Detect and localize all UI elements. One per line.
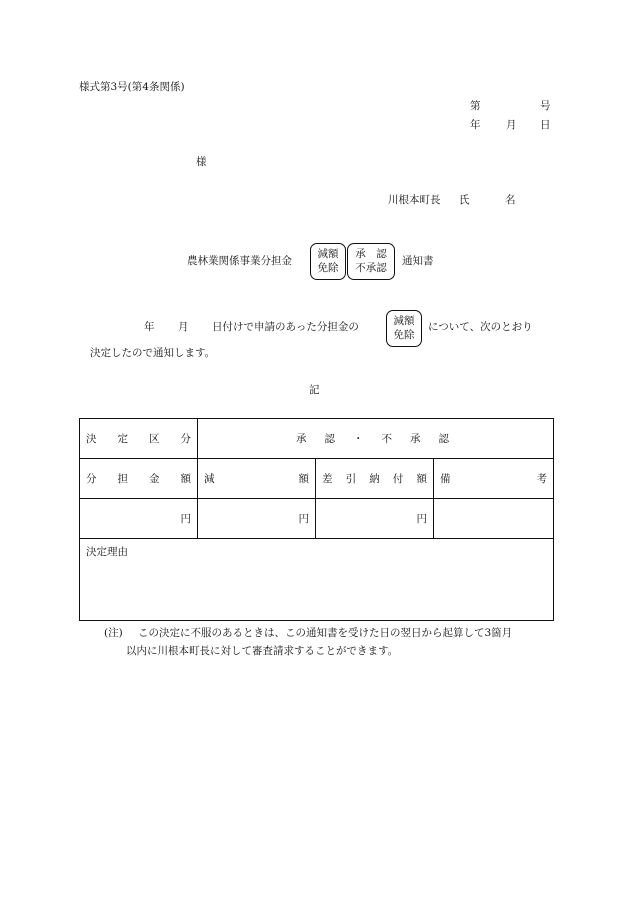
label-reduction-text [204, 471, 309, 486]
char: 金 [149, 473, 160, 485]
char: 額 [180, 473, 191, 485]
char: 決 [86, 433, 97, 445]
heading-option-b-2: 不承認 [355, 261, 387, 274]
heading-option-b-1: 承 認 [355, 247, 387, 260]
label-decision-category [80, 419, 198, 459]
body-option-1: 減額 [393, 314, 415, 327]
heading-option-a-2: 免除 [317, 261, 339, 274]
heading-option-a-1: 減額 [317, 247, 339, 260]
issuer-title: 川根本町長 [388, 194, 441, 206]
value-approval [198, 419, 554, 459]
char: 減 [204, 473, 215, 485]
addressee-suffix: 様 [196, 156, 207, 168]
form-number: 様式第3号(第4条関係) [79, 81, 185, 93]
char: 定 [117, 433, 128, 445]
heading-suffix: 通知書 [402, 255, 434, 267]
body-year: 年 [144, 321, 155, 333]
body-text-2: について、次のとおり [428, 321, 533, 333]
reason-label: 決定理由 [86, 546, 128, 558]
char: 備 [440, 473, 451, 485]
body-option-2: 免除 [393, 328, 415, 341]
label-net-payment [316, 459, 434, 499]
label-burden-amount [80, 459, 198, 499]
char: 分 [180, 433, 191, 445]
row-amounts-header [80, 459, 554, 499]
label-decision-category-text [86, 431, 191, 446]
ki-mark: 記 [309, 384, 320, 396]
char: 承 [410, 433, 421, 445]
reason-cell [80, 539, 554, 621]
label-remarks-text [440, 471, 547, 486]
char: 差 [322, 473, 333, 485]
char: 担 [117, 473, 128, 485]
body-option [386, 310, 422, 347]
burden-amount-yen: 円 [80, 499, 198, 539]
note-line-2: 以内に川根本町長に対して審査請求することができます。 [126, 645, 399, 657]
char: 付 [392, 473, 404, 485]
label-reduction [198, 459, 316, 499]
date-day: 日 [540, 119, 551, 131]
char: 考 [536, 473, 548, 485]
date-month: 月 [506, 119, 517, 131]
decision-table [79, 418, 554, 621]
char: 区 [149, 433, 160, 445]
note-line-1: この決定に不服のあるときは、この通知書を受けた日の翌日から起算して3箇月 [138, 627, 513, 639]
label-remarks [434, 459, 554, 499]
value-approval-text [296, 431, 449, 446]
label-net-payment-text [322, 471, 427, 486]
char: 承 [296, 433, 307, 445]
char: 認 [438, 433, 449, 445]
reduction-yen: 円 [198, 499, 316, 539]
heading-option-b [347, 243, 395, 280]
issuer-shi: 氏 [459, 194, 470, 206]
heading-option-a [310, 243, 346, 280]
heading-prefix: 農林業関係事業分担金 [187, 255, 292, 267]
char: 引 [345, 473, 357, 485]
body-text-1: 日付けで申請のあった分担金の [212, 321, 359, 333]
doc-number-dai: 第 [470, 100, 481, 112]
char: 額 [416, 473, 427, 485]
doc-number-go: 号 [540, 100, 551, 112]
char: 認 [324, 433, 335, 445]
row-reason [80, 539, 554, 621]
char: 額 [298, 473, 309, 485]
remarks-value [434, 499, 554, 539]
body-month: 月 [178, 321, 189, 333]
net-payment-yen: 円 [316, 499, 434, 539]
row-amounts-values [80, 499, 554, 539]
issuer-mei: 名 [505, 194, 516, 206]
note-label: (注) [104, 627, 123, 639]
char: 不 [381, 433, 392, 445]
body-line-2: 決定したので通知します。 [90, 347, 216, 359]
char: 納 [369, 473, 380, 485]
char: 分 [86, 473, 97, 485]
date-year: 年 [470, 119, 481, 131]
row-decision-category [80, 419, 554, 459]
label-burden-amount-text [86, 471, 191, 486]
char: ・ [353, 433, 364, 445]
